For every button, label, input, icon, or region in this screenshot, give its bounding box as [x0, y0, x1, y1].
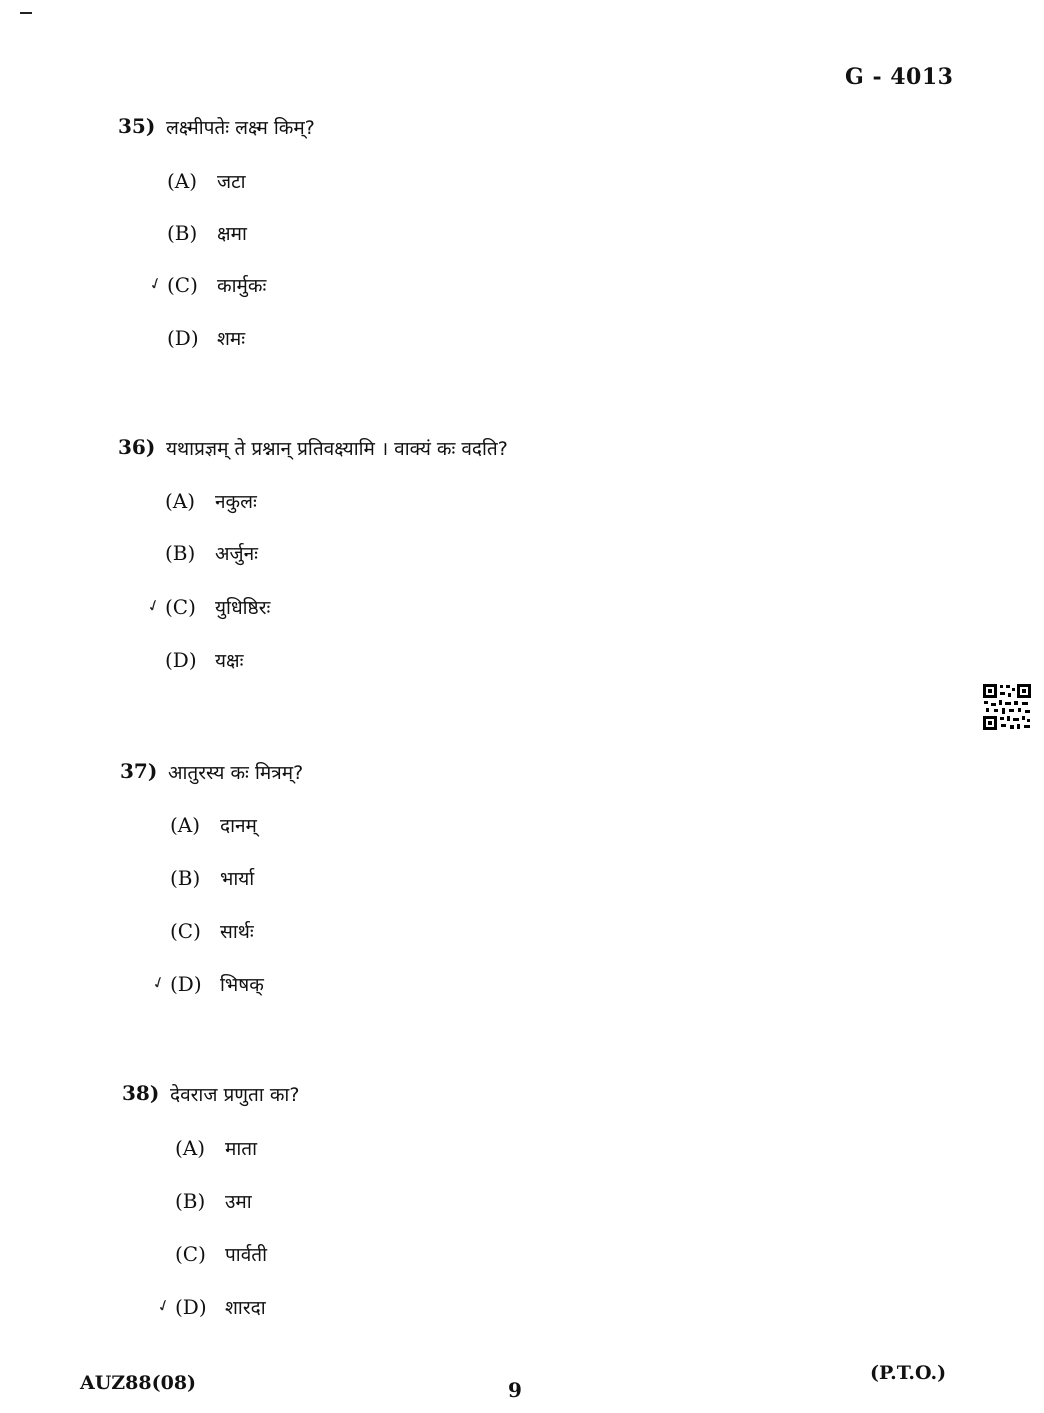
answer-tick-mark: ✓: [144, 594, 164, 617]
option-text: सार्थः: [220, 921, 254, 943]
footer-code: AUZ88(08): [80, 1372, 197, 1394]
option-label: (A): [175, 1136, 206, 1160]
option-text: कार्मुकः: [217, 275, 267, 297]
option-37-c: [170, 918, 254, 944]
question-number: 38): [122, 1081, 160, 1105]
option-36-a: [165, 488, 257, 514]
option-label: (A): [167, 169, 198, 193]
question-text: आतुरस्य कः मित्रम्?: [168, 762, 304, 784]
qr-code-icon: [982, 683, 1032, 731]
option-label: (D): [175, 1295, 207, 1319]
answer-tick-mark: ✓: [146, 272, 166, 295]
pto-label: (P.T.O.): [870, 1362, 947, 1384]
option-38-d: [154, 1294, 266, 1320]
question-text: देवराज प्रणुता का?: [170, 1084, 300, 1106]
option-37-d: [149, 971, 264, 997]
question-number: 36): [118, 435, 156, 459]
option-text: जटा: [217, 171, 246, 193]
option-label: (C): [165, 595, 196, 619]
option-label: (D): [165, 648, 197, 672]
page-number: 9: [508, 1378, 522, 1402]
option-text: अर्जुनः: [215, 543, 258, 565]
option-text: युधिष्ठिरः: [215, 597, 271, 619]
option-36-c: [144, 594, 271, 620]
option-text: भार्या: [220, 868, 255, 890]
option-text: यक्षः: [215, 650, 244, 672]
option-text: भिषक्: [220, 974, 264, 996]
option-35-a: [167, 168, 246, 194]
option-38-b: [175, 1188, 252, 1214]
option-label: (A): [170, 813, 201, 837]
option-label: (B): [175, 1189, 206, 1213]
question-text: यथाप्रज्ञम् ते प्रश्नान् प्रतिवक्ष्यामि । वाक्यं कः वदति?: [166, 438, 508, 460]
option-38-a: [175, 1135, 257, 1161]
option-label: (C): [175, 1242, 206, 1266]
option-text: नकुलः: [215, 491, 257, 513]
option-label: (C): [170, 919, 201, 943]
option-text: पार्वती: [225, 1244, 268, 1266]
option-label: (D): [167, 326, 199, 350]
answer-tick-mark: ✓: [149, 971, 169, 994]
option-35-b: [167, 220, 247, 246]
option-label: (A): [165, 489, 196, 513]
option-35-d: [167, 325, 245, 351]
question-number: 37): [120, 759, 158, 783]
question-number: 35): [118, 114, 156, 138]
corner-mark: [20, 12, 32, 14]
option-38-c: [175, 1241, 267, 1267]
option-text: शमः: [217, 328, 246, 350]
option-label: (B): [170, 866, 201, 890]
option-text: माता: [225, 1138, 258, 1160]
option-text: दानम्: [220, 815, 257, 837]
option-label: (C): [167, 273, 198, 297]
option-36-d: [165, 647, 243, 673]
option-text: उमा: [225, 1191, 252, 1213]
option-label: (B): [165, 541, 196, 565]
option-37-b: [170, 865, 254, 891]
option-text: शारदा: [225, 1297, 266, 1319]
option-36-b: [165, 540, 258, 566]
question-text: लक्ष्मीपतेः लक्ष्म किम्?: [166, 117, 315, 139]
option-text: क्षमा: [217, 223, 247, 245]
paper-code: G - 4013: [845, 64, 954, 90]
option-35-c: [146, 272, 267, 298]
answer-tick-mark: ✓: [154, 1294, 174, 1317]
option-label: (D): [170, 972, 202, 996]
option-label: (B): [167, 221, 198, 245]
option-37-a: [170, 812, 257, 838]
